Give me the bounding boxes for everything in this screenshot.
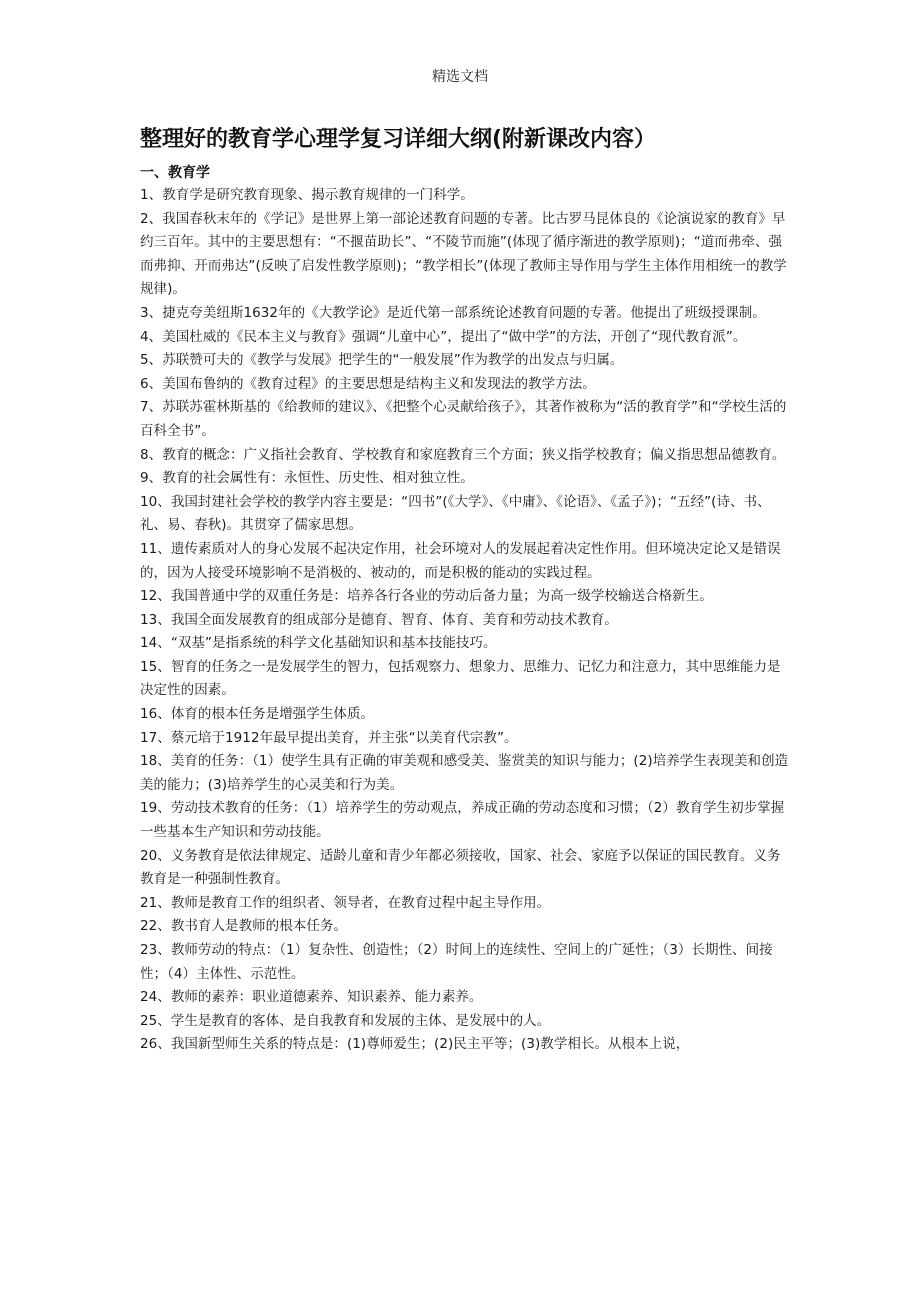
list-item: 11、遗传素质对人的身心发展不起决定作用，社会环境对人的发展起着决定性作用。但环境决定论又是错误的，因为人接受环境影响不是消极的、被动的，而是积极的能动的实践过程。	[140, 540, 781, 581]
list-item: 26、我国新型师生关系的特点是：(1)尊师爱生；(2)民主平等；(3)教学相长。从根本上说，	[140, 1036, 690, 1053]
list-item: 21、教师是教育工作的组织者、领导者，在教育过程中起主导作用。	[140, 894, 551, 911]
list-item: 16、体育的根本任务是增强学生体质。	[140, 706, 375, 723]
section-heading: 一、教育学	[140, 165, 210, 181]
list-item: 23、教师劳动的特点：（1）复杂性、创造性；（2）时间上的连续性、空间上的广延性；（3）长期性、间接性；（4）主体性、示范性。	[140, 942, 773, 982]
document-title: 整理好的教育学心理学复习详细大纲(附新课改内容）	[140, 127, 657, 152]
list-item: 24、教师的素养：职业道德素养、知识素养、能力素养。	[140, 989, 483, 1006]
list-item: 7、苏联苏霍林斯基的《给教师的建议》、《把整个心灵献给孩子》，其著作被称为“活的教育学”和“学校生活的百科全书”。	[140, 399, 787, 439]
list-item: 18、美育的任务：（1）使学生具有正确的审美观和感受美、鉴赏美的知识与能力；(2)培养学生表现美和创造美的能力；(3)培养学生的心灵美和行为美。	[140, 753, 789, 793]
list-item: 2、我国春秋末年的《学记》是世界上第一部论述教育问题的专著。比古罗马昆体良的《论演说家的教育》早约三百年。其中的主要思想有：“不揠苗助长”、“不陵节而施”(体现了循序渐进的教学原则)；“道而弗牵、强而弗抑、开而弗达”(反映了启发性教学原则)；“教学相长”(体现了教师主导作用与学生主体作用相统一的教学规律)。	[140, 210, 787, 298]
list-item: 10、我国封建社会学校的教学内容主要是：“四书”(《大学》、《中庸》、《论语》、《孟子》)；“五经”(诗、书、礼、易、春秋)。其贯穿了儒家思想。	[140, 493, 771, 534]
list-item: 12、我国普通中学的双重任务是：培养各行各业的劳动后备力量；为高一级学校输送合格新生。	[140, 588, 713, 605]
list-item: 3、捷克夸美纽斯1632年的《大教学论》是近代第一部系统论述教育问题的专著。他提出了班级授课制。	[140, 304, 766, 321]
list-item: 25、学生是教育的客体、是自我教育和发展的主体、是发展中的人。	[140, 1012, 551, 1029]
list-item: 4、美国杜威的《民本主义与教育》强调“儿童中心”，提出了“做中学”的方法，开创了“现代教育派”。	[140, 328, 747, 345]
list-item: 19、劳动技术教育的任务：（1）培养学生的劳动观点，养成正确的劳动态度和习惯；（2）教育学生初步掌握一些基本生产知识和劳动技能。	[140, 800, 785, 841]
list-item: 15、智育的任务之一是发展学生的智力，包括观察力、想象力、思维力、记忆力和注意力，其中思维能力是决定性的因素。	[140, 658, 781, 699]
list-item: 1、教育学是研究教育现象、揭示教育规律的一门科学。	[140, 187, 474, 203]
page-header: 精选文档	[432, 69, 488, 85]
list-item: 8、教育的概念：广义指社会教育、学校教育和家庭教育三个方面；狭义指学校教育；偏义指思想品德教育。	[140, 446, 786, 463]
list-item: 6、美国布鲁纳的《教育过程》的主要思想是结构主义和发现法的教学方法。	[140, 375, 596, 392]
list-item: 17、蔡元培于1912年最早提出美育，并主张“以美育代宗教”。	[140, 729, 518, 746]
outline-list	[140, 184, 790, 1057]
list-item: 20、义务教育是依法律规定、适龄儿童和青少年都必须接收，国家、社会、家庭予以保证的国民教育。义务教育是一种强制性教育。	[140, 847, 781, 888]
list-item: 5、苏联赞可夫的《教学与发展》把学生的“一般发展”作为教学的出发点与归属。	[140, 352, 624, 369]
list-item: 22、教书育人是教师的根本任务。	[140, 918, 347, 935]
list-item: 9、教育的社会属性有：永恒性、历史性、相对独立性。	[140, 470, 474, 487]
list-item: 13、我国全面发展教育的组成部分是德育、智育、体育、美育和劳动技术教育。	[140, 611, 618, 628]
list-item: 14、“双基”是指系统的科学文化基础知识和基本技能技巧。	[140, 635, 497, 652]
